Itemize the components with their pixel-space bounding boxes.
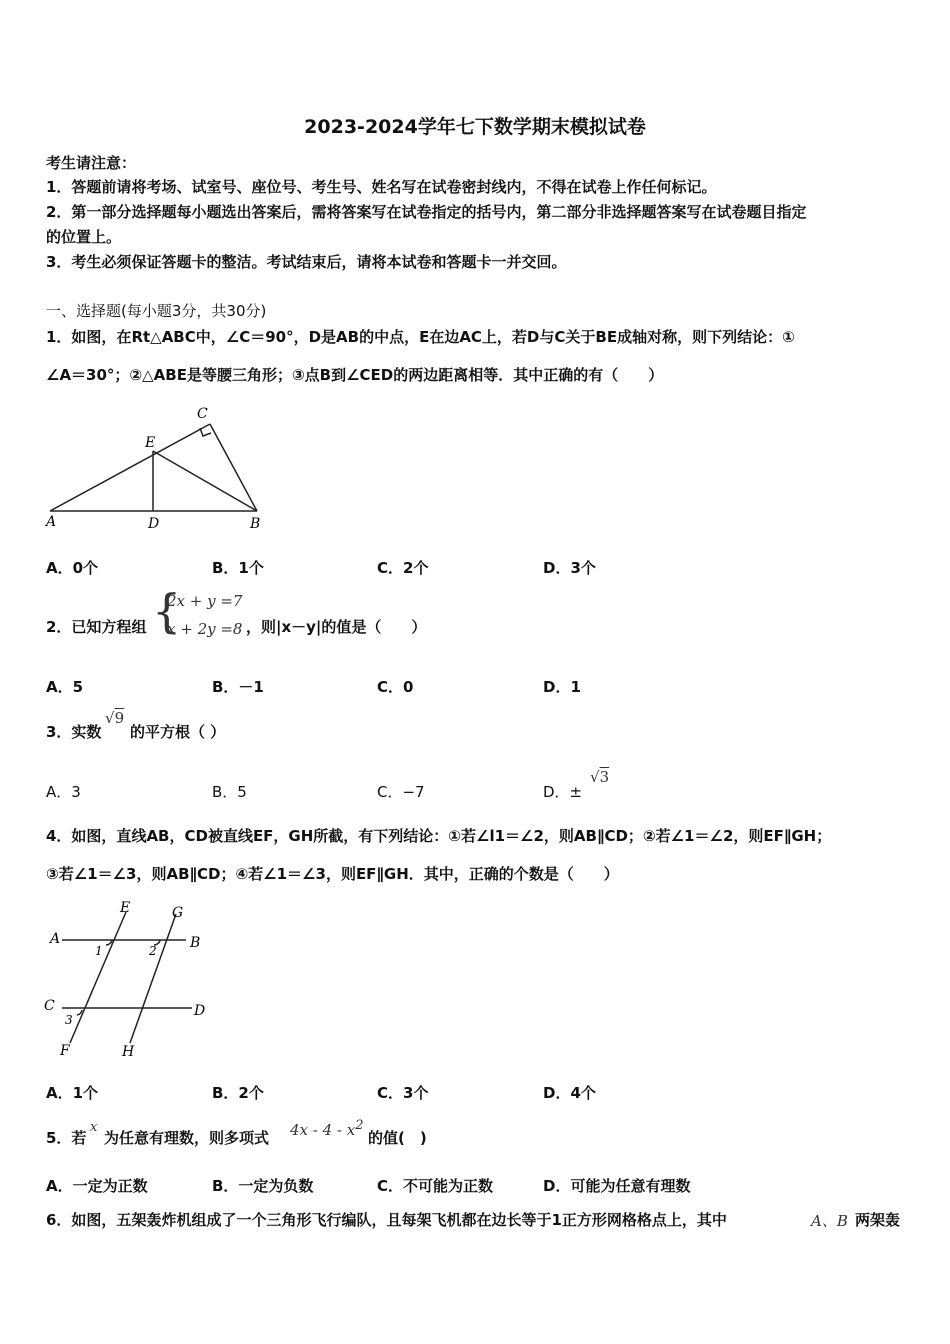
- q5-option-a[interactable]: A．一定为正数: [46, 1177, 148, 1195]
- notice-item: 1．答题前请将考场、试室号、座位号、考生号、姓名写在试卷密封线内，不得在试卷上作任何标记。: [46, 178, 717, 196]
- brace-icon: {: [152, 584, 182, 638]
- variable-x: x: [90, 1120, 98, 1135]
- question-1-line1: 1．如图，在Rt△ABC中，∠C＝90°，D是AB的中点，E在边AC上，若D与C关于BE成轴对称，则下列结论：①: [46, 328, 795, 346]
- question-6-line1: 6．如图，五架轰炸机组成了一个三角形飞行编队，且每架飞机都在边长等于1正方形网格格点上，其中: [46, 1211, 727, 1229]
- q4-option-a[interactable]: A．1个: [46, 1084, 99, 1102]
- label-G: G: [172, 905, 184, 921]
- q4-option-c[interactable]: C．3个: [377, 1084, 429, 1102]
- q4-option-d[interactable]: D．4个: [543, 1084, 596, 1102]
- question-4-line1: 4．如图，直线AB，CD被直线EF，GH所截，有下列结论：①若∠l1＝∠2，则AB∥CD；②若∠1＝∠2，则EF∥GH；: [46, 827, 832, 845]
- q1-option-c[interactable]: C．2个: [377, 559, 429, 577]
- label-C: C: [197, 406, 208, 422]
- q2-option-b[interactable]: B．－1: [212, 678, 264, 696]
- q2-option-c[interactable]: C．0: [377, 678, 414, 696]
- label-E: E: [145, 435, 156, 451]
- q2-option-a[interactable]: A．5: [46, 678, 84, 696]
- q3-option-a[interactable]: A．3: [46, 783, 81, 801]
- sqrt-3-radicand: 3: [599, 768, 610, 786]
- question-1-line2: ∠A＝30°；②△ABE是等腰三角形；③点B到∠CED的两边距离相等．其中正确的有（ ）: [46, 366, 664, 384]
- question-6-points: A、B: [811, 1212, 848, 1230]
- polynomial-text: 4x - 4 - x: [290, 1121, 356, 1139]
- polynomial-exponent: 2: [355, 1118, 364, 1133]
- sqrt-3: √3: [590, 768, 610, 786]
- q1-option-d[interactable]: D．3个: [543, 559, 596, 577]
- notice-item: 的位置上。: [46, 228, 122, 246]
- label-D: D: [194, 1003, 206, 1019]
- q5-option-c[interactable]: C．不可能为正数: [377, 1177, 494, 1195]
- question-2-suffix: ，则|x－y|的值是（ ）: [246, 618, 427, 636]
- equation-2: x + 2y =8: [167, 620, 243, 638]
- label-H: H: [122, 1044, 135, 1060]
- question-5-suffix: 的值( ): [368, 1129, 427, 1147]
- label-A: A: [50, 931, 61, 947]
- question-2-prefix: 2．已知方程组: [46, 618, 147, 636]
- q1-option-b[interactable]: B．1个: [212, 559, 264, 577]
- q5-option-d[interactable]: D．可能为任意有理数: [543, 1177, 691, 1195]
- angle-3-label: 3: [65, 1013, 73, 1027]
- notice-heading: 考生请注意：: [46, 154, 137, 172]
- label-C: C: [44, 998, 55, 1014]
- question-5-prefix: 5．若: [46, 1129, 87, 1147]
- polynomial: [290, 1118, 364, 1139]
- angle-1-label: 1: [95, 944, 103, 958]
- q4-option-b[interactable]: B．2个: [212, 1084, 264, 1102]
- question-6-tail: 两架轰: [855, 1211, 901, 1229]
- q2-option-d[interactable]: D．1: [543, 678, 581, 696]
- label-A: A: [46, 514, 57, 530]
- section-heading: 一、选择题(每小题3分，共30分): [46, 302, 267, 320]
- question-3-prefix: 3．实数: [46, 723, 102, 741]
- label-B: B: [190, 935, 201, 951]
- notice-item: 3．考生必须保证答题卡的整洁。考试结束后，请将本试卷和答题卡一并交回。: [46, 253, 567, 271]
- label-E: E: [120, 900, 131, 916]
- question-5-middle: 为任意有理数，则多项式: [104, 1129, 270, 1147]
- q3-option-c[interactable]: C．−7: [377, 783, 425, 801]
- q5-option-b[interactable]: B．一定为负数: [212, 1177, 314, 1195]
- parallel-lines-figure: [40, 898, 220, 1063]
- q3-option-d[interactable]: D．±: [543, 783, 583, 801]
- q1-option-a[interactable]: A．0个: [46, 559, 99, 577]
- question-3-suffix: 的平方根（ ）: [130, 723, 226, 741]
- notice-item: 2．第一部分选择题每小题选出答案后，需将答案写在试卷指定的括号内，第二部分非选择题答案写在试卷题目指定: [46, 203, 807, 221]
- sqrt-9: √9: [105, 709, 125, 727]
- q3-option-b[interactable]: B．5: [212, 783, 247, 801]
- label-B: B: [250, 516, 261, 532]
- angle-2-label: 2: [149, 944, 157, 958]
- triangle-figure: [40, 400, 280, 535]
- label-D: D: [148, 516, 160, 532]
- question-4-line2: ③若∠1＝∠3，则AB∥CD；④若∠1＝∠3，则EF∥GH．其中，正确的个数是（ ）: [46, 865, 619, 883]
- page-title: 2023-2024学年七下数学期末模拟试卷: [304, 116, 646, 138]
- equation-1: 2x + y =7: [167, 592, 243, 610]
- sqrt-9-radicand: 9: [114, 709, 125, 727]
- label-F: F: [60, 1043, 70, 1059]
